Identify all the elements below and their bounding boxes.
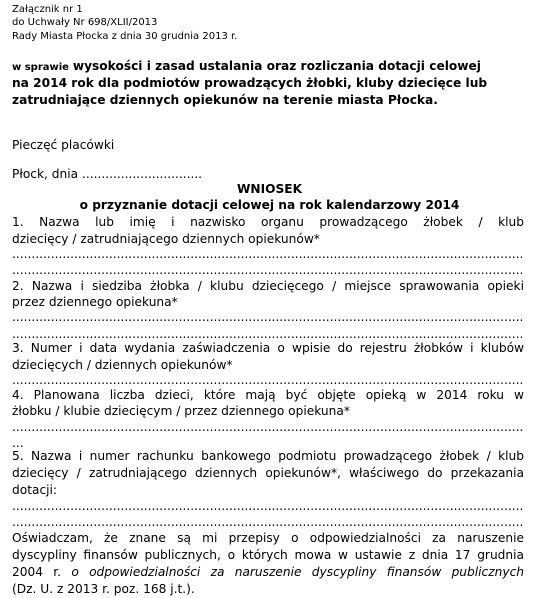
declaration-line-4: (Dz. U. z 2013 r. poz. 168 j.t.).	[12, 582, 195, 596]
item-2-answer-line-2[interactable]	[12, 330, 524, 338]
declaration-line-1: Oświadczam, że znane są mi przepisy o odpowiedzialności za naruszenie	[12, 531, 524, 545]
declaration-line-2: dyscypliny finansów publicznych, o których mowa w ustawie z dnia 17 grudnia	[12, 548, 524, 562]
form-title: WNIOSEK	[236, 182, 303, 196]
item-4-line-1: 4. Planowana liczba dzieci, które mają być objęte opieką w 2014 roku w	[12, 388, 524, 402]
item-1-answer-line-2[interactable]	[12, 266, 524, 274]
annex-number: Załącznik nr 1	[12, 4, 83, 15]
subject-text-1: wysokości i zasad ustalania oraz rozliczania dotacji celowej	[72, 59, 481, 73]
item-3-line-2: dziecięcych / dziennych opiekunów*	[12, 358, 233, 372]
item-1-line-1: 1. Nazwa lub imię i nazwisko organu prowadzącego żłobek / klub	[12, 215, 524, 229]
item-4-line-2: żłobku / klubie dziecięcym / przez dziennego opiekuna*	[12, 404, 350, 418]
form-subtitle: o przyznanie dotacji celowej na rok kalendarzowy 2014	[79, 198, 460, 212]
item-5-line-2: dziecięcy / zatrudniającego dziennych opiekunów*, właściwego do przekazania	[12, 466, 524, 480]
subject-line-2: na 2014 rok dla podmiotów prowadzących żłobki, kluby dziecięce lub	[12, 76, 488, 90]
declaration-line-3	[12, 564, 524, 581]
resolution-number: do Uchwały Nr 698/XLII/2013	[12, 17, 158, 28]
subject-line-3: zatrudniające dziennych opiekunów na terenie miasta Płocka.	[12, 93, 438, 107]
item-1-answer-line-1[interactable]	[12, 250, 524, 258]
item-5-line-3: dotacji:	[12, 483, 58, 497]
item-5-answer-line-1[interactable]	[12, 502, 524, 510]
place-date-field[interactable]: Płock, dnia ...............................	[12, 167, 203, 181]
item-2-answer-line-1[interactable]	[12, 313, 524, 321]
item-3-line-1: 3. Numer i data wydania zaświadczenia o wpisie do rejestru żłobków i klubów	[12, 341, 524, 355]
item-1-line-2: dziecięcy / zatrudniającego dziennych opiekunów*	[12, 232, 320, 246]
item-3-answer-line[interactable]	[12, 376, 524, 384]
declaration-year: 2004 r.	[12, 565, 62, 579]
item-2-line-1: 2. Nazwa i siedziba żłobka / klubu dziecięcego / miejsce sprawowania opieki	[12, 279, 524, 293]
item-2-line-2: przez dziennego opiekuna*	[12, 295, 178, 309]
stamp-label: Pieczęć placówki	[12, 138, 115, 152]
item-5-line-1: 5. Nazwa i numer rachunku bankowego podmiotu prowadzącego żłobek / klub	[12, 449, 524, 463]
item-4-answer-line[interactable]	[12, 423, 524, 431]
item-5-answer-line-2[interactable]	[12, 518, 524, 526]
item-4-answer-continuation[interactable]: ...	[12, 436, 24, 450]
council-date: Rady Miasta Płocka z dnia 30 grudnia 2013 r.	[12, 31, 238, 42]
declaration-act-title: o odpowiedzialności za naruszenie dyscypliny finansów publicznych	[71, 565, 524, 579]
subject-line-1	[12, 58, 527, 76]
subject-prefix: w sprawie	[12, 62, 69, 73]
